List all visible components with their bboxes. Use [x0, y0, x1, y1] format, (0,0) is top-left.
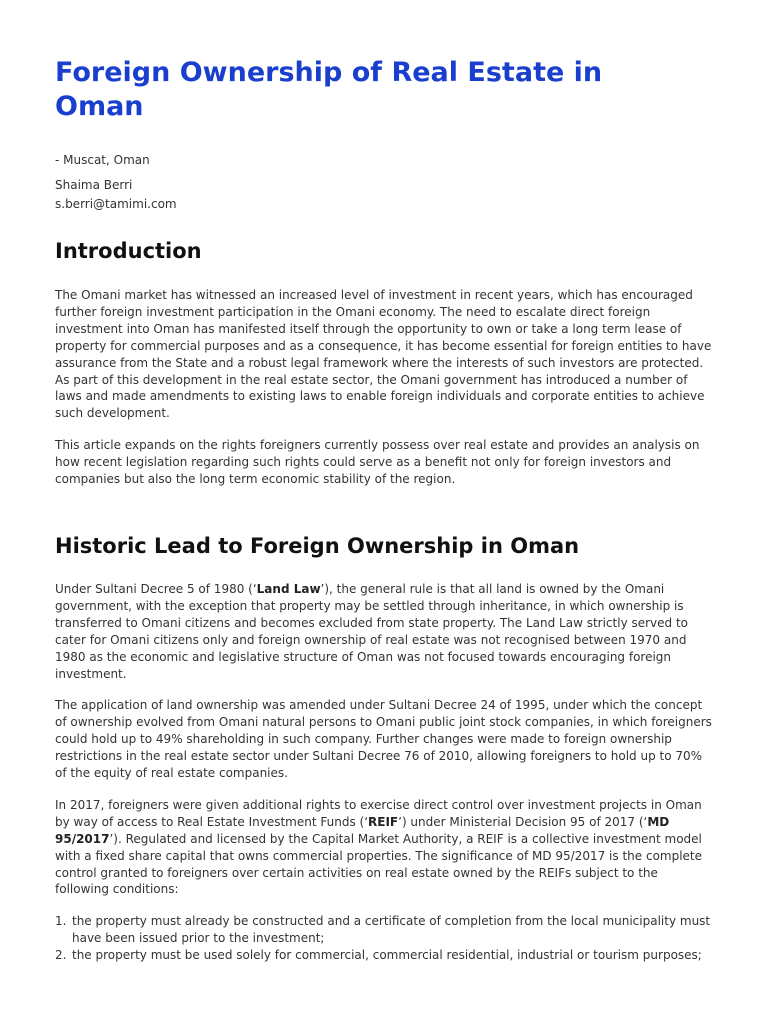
author-name: Shaima Berri [55, 178, 133, 192]
section-heading-history: Historic Lead to Foreign Ownership in Oman [55, 533, 580, 558]
list-item-text: the property must already be constructed and a certificate of completion from the local municipality must have been issued prior to the investment; [72, 914, 711, 946]
list-item [55, 913, 713, 947]
paragraph-text: ’), the general rule is that all land is owned by the Omani government, with the exception that property may be settled through inheritance, in which ownership is transferred to Omani citizens and becomes excluded from state property. The Land Law strictly served to cater for Omani citizens only and foreign ownership of real estate was not recognised between 1970 and 1980 as the economic and legislative structure of Oman was not focused towards encouraging foreign investment. [55, 581, 689, 681]
history-paragraph [55, 797, 713, 898]
defined-term-md-95-2017: MD 95/2017 [55, 814, 670, 846]
defined-term-reif: REIF [368, 814, 399, 829]
introduction-paragraph: The Omani market has witnessed an increased level of investment in recent years, which has encouraged further foreign investment participation in the Omani economy. The need to escalate direct foreign investment into Oman has manifested itself through the opportunity to own or take a long term lease of property for commercial purposes and as a consequence, it has become essential for foreign entities to have assurance from the State and a robust legal framework where the interests of such investors are protected. As part of this development in the real estate sector, the Omani government has introduced a number of laws and made amendments to existing laws to enable foreign individuals and corporate entities to achieve such development. [55, 288, 712, 421]
conditions-list [55, 913, 713, 964]
list-item-text: the property must be used solely for commercial, commercial residential, industrial or tourism purposes; [72, 948, 702, 963]
list-item [55, 947, 713, 964]
paragraph-text: ’) under Ministerial Decision 95 of 2017 (‘ [398, 814, 648, 829]
article-location: - Muscat, Oman [55, 153, 150, 167]
paragraph-text: Under Sultani Decree 5 of 1980 (‘ [55, 581, 257, 596]
author-email: s.berri@tamimi.com [55, 197, 177, 211]
history-paragraph: The application of land ownership was amended under Sultani Decree 24 of 1995, under which the concept of ownership evolved from Omani natural persons to Omani public joint stock companies, in which foreigners could hold up to 49% shareholding in such company. Further changes were made to foreign ownership restrictions in the real estate sector under Sultani Decree 76 of 2010, allowing foreigners to hold up to 70% of the equity of real estate companies. [55, 698, 712, 781]
paragraph-text: ’). Regulated and licensed by the Capital Market Authority, a REIF is a collective investment model with a fixed share capital that owns commercial properties. The significance of MD 95/2017 is the complete control granted to foreigners over certain activities on real estate owned by the REIFs subject to the following conditions: [55, 831, 703, 897]
history-paragraph [55, 581, 713, 682]
defined-term-land-law: Land Law [256, 581, 321, 596]
list-item-number: 1. [55, 914, 67, 929]
page-title: Foreign Ownership of Real Estate in Oman [55, 57, 603, 122]
introduction-paragraph: This article expands on the rights foreigners currently possess over real estate and provides an analysis on how recent legislation regarding such rights could serve as a benefit not only for foreign investors and companies but also the long term economic stability of the region. [55, 438, 700, 487]
list-item-number: 2. [55, 948, 67, 963]
paragraph-text: In 2017, foreigners were given additional rights to exercise direct control over investment projects in Oman by way of access to Real Estate Investment Funds (‘ [55, 797, 702, 829]
section-heading-introduction: Introduction [55, 239, 202, 263]
